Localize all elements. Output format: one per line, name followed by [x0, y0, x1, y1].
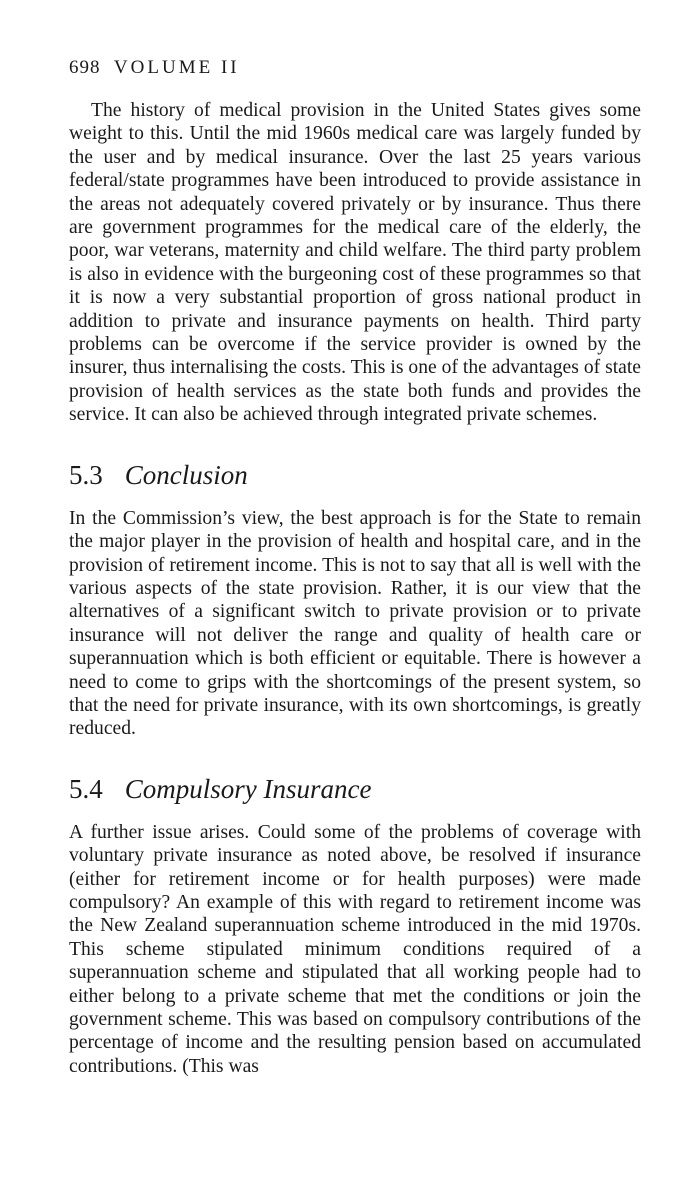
- section-number: 5.4: [69, 773, 103, 804]
- section-number: 5.3: [69, 459, 103, 490]
- volume-label: VOLUME II: [113, 57, 240, 78]
- running-header: [69, 56, 641, 80]
- page-number: 698: [69, 57, 101, 78]
- paragraph-us-medical-history: The history of medical provision in the United States gives some weight to this. Until the mid 1960s medical care was largely funded by the user and by medical insurance. Over the last 25 years various federal/state programmes have been introduced to provide assistance in the areas not adequately covered privately or by insurance. Thus there are government programmes for the medical care of the elderly, the poor, war veterans, maternity and child welfare. The third party problem is also in evidence with the burgeoning cost of these programmes so that it is now a very substantial proportion of gross national product in addition to private and insurance payments on health. Third party problems can be overcome if the service provider is owned by the insurer, thus internalising the costs. This is one of the advantages of state provision of health services as the state both funds and provides the service. It can also be achieved through integrated private schemes.: [69, 100, 641, 426]
- section-title: Compulsory Insurance: [124, 773, 372, 804]
- paragraph-conclusion: In the Commission’s view, the best approach is for the State to remain the major player in the provision of health and hospital care, and in the provision of retirement income. This is not to say that all is well with the various aspects of the state provision. Rather, it is our view that the alternatives of a significant switch to private provision or to private insurance will not deliver the range and quality of health care or superannuation which is both efficient or equitable. There is however a need to come to grips with the shortcomings of the present system, so that the need for private insurance, with its own shortcomings, is greatly reduced.: [69, 507, 641, 740]
- section-title: Conclusion: [124, 459, 248, 490]
- paragraph-compulsory-insurance: A further issue arises. Could some of the problems of coverage with voluntary private insurance as noted above, be resolved if insurance (either for retirement income or for health purposes) were made compulsory? An example of this with regard to retirement income was the New Zealand superannuation scheme introduced in the mid 1970s. This scheme stipulated minimum conditions required of a superannuation scheme and stipulated that all working people had to either belong to a private scheme that met the conditions or join the government scheme. This was based on compulsory contributions of the percentage of income and the resulting pension based on accumulated contributions. (This was: [69, 821, 641, 1077]
- section-heading-compulsory-insurance: [69, 773, 641, 805]
- document-page: [69, 56, 641, 1078]
- section-heading-conclusion: [69, 459, 641, 491]
